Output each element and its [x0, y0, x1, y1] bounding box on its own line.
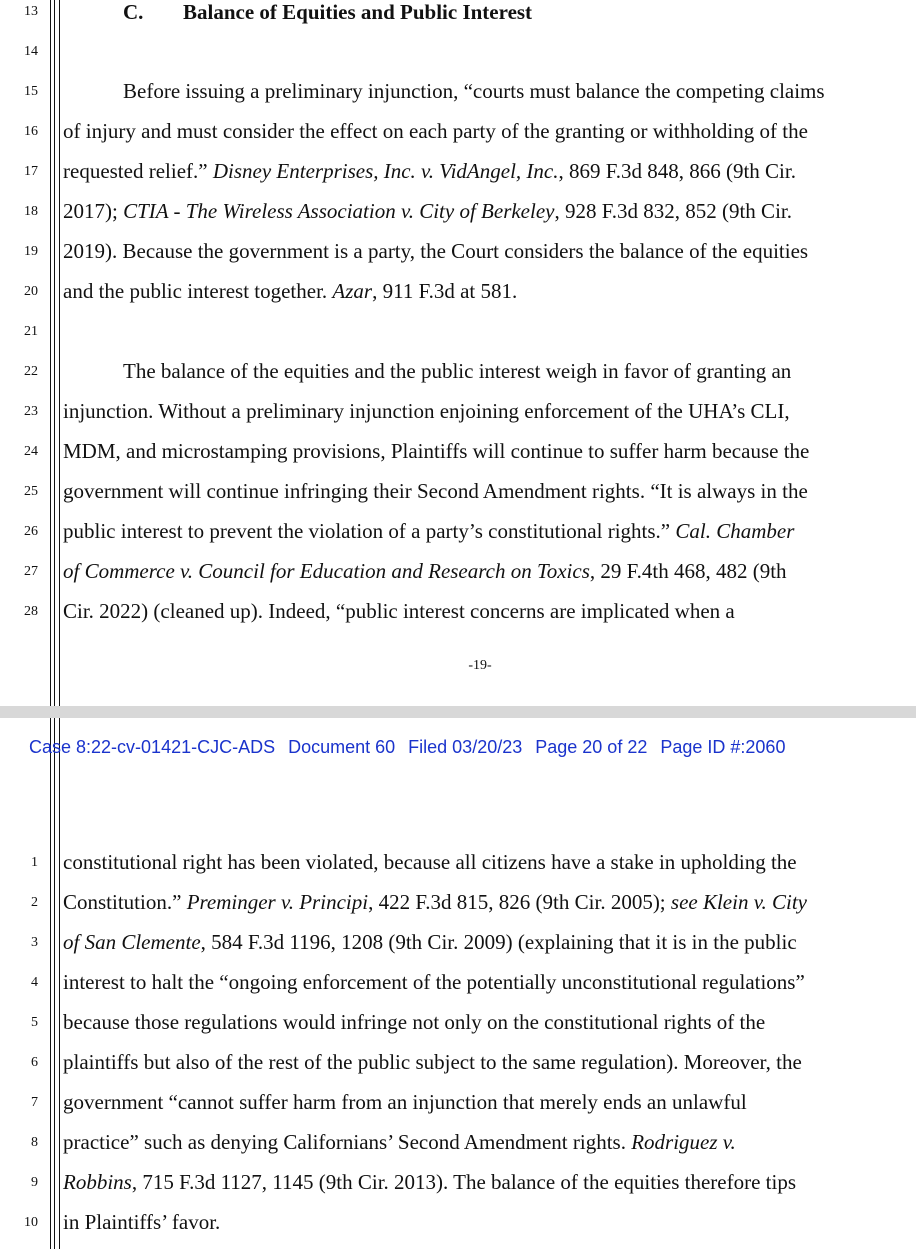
case-citation: Azar: [332, 279, 373, 303]
line-number: 22: [24, 364, 38, 379]
body-text-line: government will continue infringing their Second Amendment rights. “It is always in the: [63, 479, 808, 503]
line-number: 13: [24, 4, 38, 19]
case-citation: Cal. Chamber: [675, 519, 795, 543]
case-citation: Robbins: [63, 1170, 132, 1194]
body-text-line: constitutional right has been violated, because all citizens have a stake in upholding the: [63, 850, 797, 874]
line-number: 10: [24, 1215, 38, 1230]
line-number: 26: [24, 524, 38, 539]
text-segment: , 584 F.3d 1196, 1208 (9th Cir. 2009) (explaining that it is in the public: [200, 930, 797, 954]
line-number: 18: [24, 204, 38, 219]
line-number: 4: [31, 975, 38, 990]
left-margin-rule: [59, 0, 60, 706]
body-text-line: [63, 930, 916, 954]
section-heading-title: Balance of Equities and Public Interest: [183, 0, 533, 24]
line-number: 5: [31, 1015, 38, 1030]
line-number: 6: [31, 1055, 38, 1070]
case-citation: see Klein v. City: [670, 890, 807, 914]
body-text-line: [63, 1170, 916, 1194]
left-margin-rule: [54, 0, 55, 706]
line-number: 23: [24, 404, 38, 419]
text-segment: , 928 F.3d 832, 852 (9th Cir.: [554, 199, 792, 223]
section-heading-letter: C.: [123, 0, 144, 24]
line-number: 2: [31, 895, 38, 910]
body-text-line: in Plaintiffs’ favor.: [63, 1210, 221, 1234]
line-number: 14: [24, 44, 38, 59]
left-margin-rule: [50, 0, 51, 706]
line-number: 9: [31, 1175, 38, 1190]
line-number: 21: [24, 324, 38, 339]
body-text-line: [63, 519, 916, 543]
left-margin-rule: [50, 718, 51, 1249]
line-number: 3: [31, 935, 38, 950]
line-number: 28: [24, 604, 38, 619]
line-number: 16: [24, 124, 38, 139]
line-number: 25: [24, 484, 38, 499]
body-text-line: interest to halt the “ongoing enforcement of the potentially unconstitutional regulations”: [63, 970, 805, 994]
body-text-line: injunction. Without a preliminary injunction enjoining enforcement of the UHA’s CLI,: [63, 399, 790, 423]
line-number: 24: [24, 444, 38, 459]
body-text-line: Before issuing a preliminary injunction, “courts must balance the competing claims: [123, 79, 825, 103]
case-number: Case 8:22-cv-01421-CJC-ADS: [29, 737, 276, 757]
text-segment: , 715 F.3d 1127, 1145 (9th Cir. 2013). The balance of the equities therefore tips: [131, 1170, 796, 1194]
line-number: 19: [24, 244, 38, 259]
line-number: 17: [24, 164, 38, 179]
case-citation: of Commerce v. Council for Education and Research on Toxics: [63, 559, 590, 583]
text-segment: and the public interest together.: [63, 279, 333, 303]
text-segment: 2017);: [63, 199, 124, 223]
case-citation: of San Clemente: [63, 930, 201, 954]
left-margin-rule: [59, 718, 60, 1249]
left-margin-rule: [54, 718, 55, 1249]
body-text-line: 2019). Because the government is a party, the Court considers the balance of the equities: [63, 239, 809, 263]
body-text-line: Cir. 2022) (cleaned up). Indeed, “public interest concerns are implicated when a: [63, 599, 735, 623]
line-number: 15: [24, 84, 38, 99]
text-segment: public interest to prevent the violation of a party’s constitutional rights.”: [63, 519, 676, 543]
line-number: 1: [31, 855, 38, 870]
body-text-line: government “cannot suffer harm from an injunction that merely ends an unlawful: [63, 1090, 747, 1114]
body-text-line: [63, 159, 916, 183]
page-id: Page ID #:2060: [660, 737, 786, 757]
body-text-line: The balance of the equities and the public interest weigh in favor of granting an: [123, 359, 792, 383]
case-citation: CTIA - The Wireless Association v. City of Berkeley: [123, 199, 555, 223]
text-segment: Constitution.”: [63, 890, 187, 914]
text-segment: , 869 F.3d 848, 866 (9th Cir.: [558, 159, 796, 183]
body-text-line: MDM, and microstamping provisions, Plaintiffs will continue to suffer harm because the: [63, 439, 810, 463]
case-citation: Rodriguez v.: [631, 1130, 736, 1154]
body-text-line: [63, 559, 916, 583]
document-number: Document 60: [288, 737, 396, 757]
line-number: 27: [24, 564, 38, 579]
body-text-line: [63, 279, 916, 303]
page-20: [0, 718, 916, 1249]
line-number: 7: [31, 1095, 38, 1110]
text-segment: practice” such as denying Californians’ Second Amendment rights.: [63, 1130, 632, 1154]
case-citation: Disney Enterprises, Inc. v. VidAngel, Inc.: [212, 159, 559, 183]
line-number: 8: [31, 1135, 38, 1150]
page-count: Page 20 of 22: [535, 737, 648, 757]
case-header: [29, 736, 798, 758]
case-citation: Preminger v. Principi: [186, 890, 369, 914]
body-text-line: of injury and must consider the effect on each party of the granting or withholding of the: [63, 119, 808, 143]
body-text-line: [63, 890, 916, 914]
text-segment: , 911 F.3d at 581.: [372, 279, 518, 303]
text-segment: , 422 F.3d 815, 826 (9th Cir. 2005);: [368, 890, 671, 914]
body-text-line: [63, 199, 916, 223]
body-text-line: because those regulations would infringe not only on the constitutional rights of the: [63, 1010, 766, 1034]
text-segment: , 29 F.4th 468, 482 (9th: [589, 559, 787, 583]
page-separator: [0, 706, 916, 718]
filed-date: Filed 03/20/23: [408, 737, 523, 757]
page-number: -19-: [468, 658, 492, 673]
body-text-line: [63, 1130, 916, 1154]
body-text-line: plaintiffs but also of the rest of the public subject to the same regulation). Moreover, the: [63, 1050, 802, 1074]
line-number: 20: [24, 284, 38, 299]
text-segment: requested relief.”: [63, 159, 213, 183]
